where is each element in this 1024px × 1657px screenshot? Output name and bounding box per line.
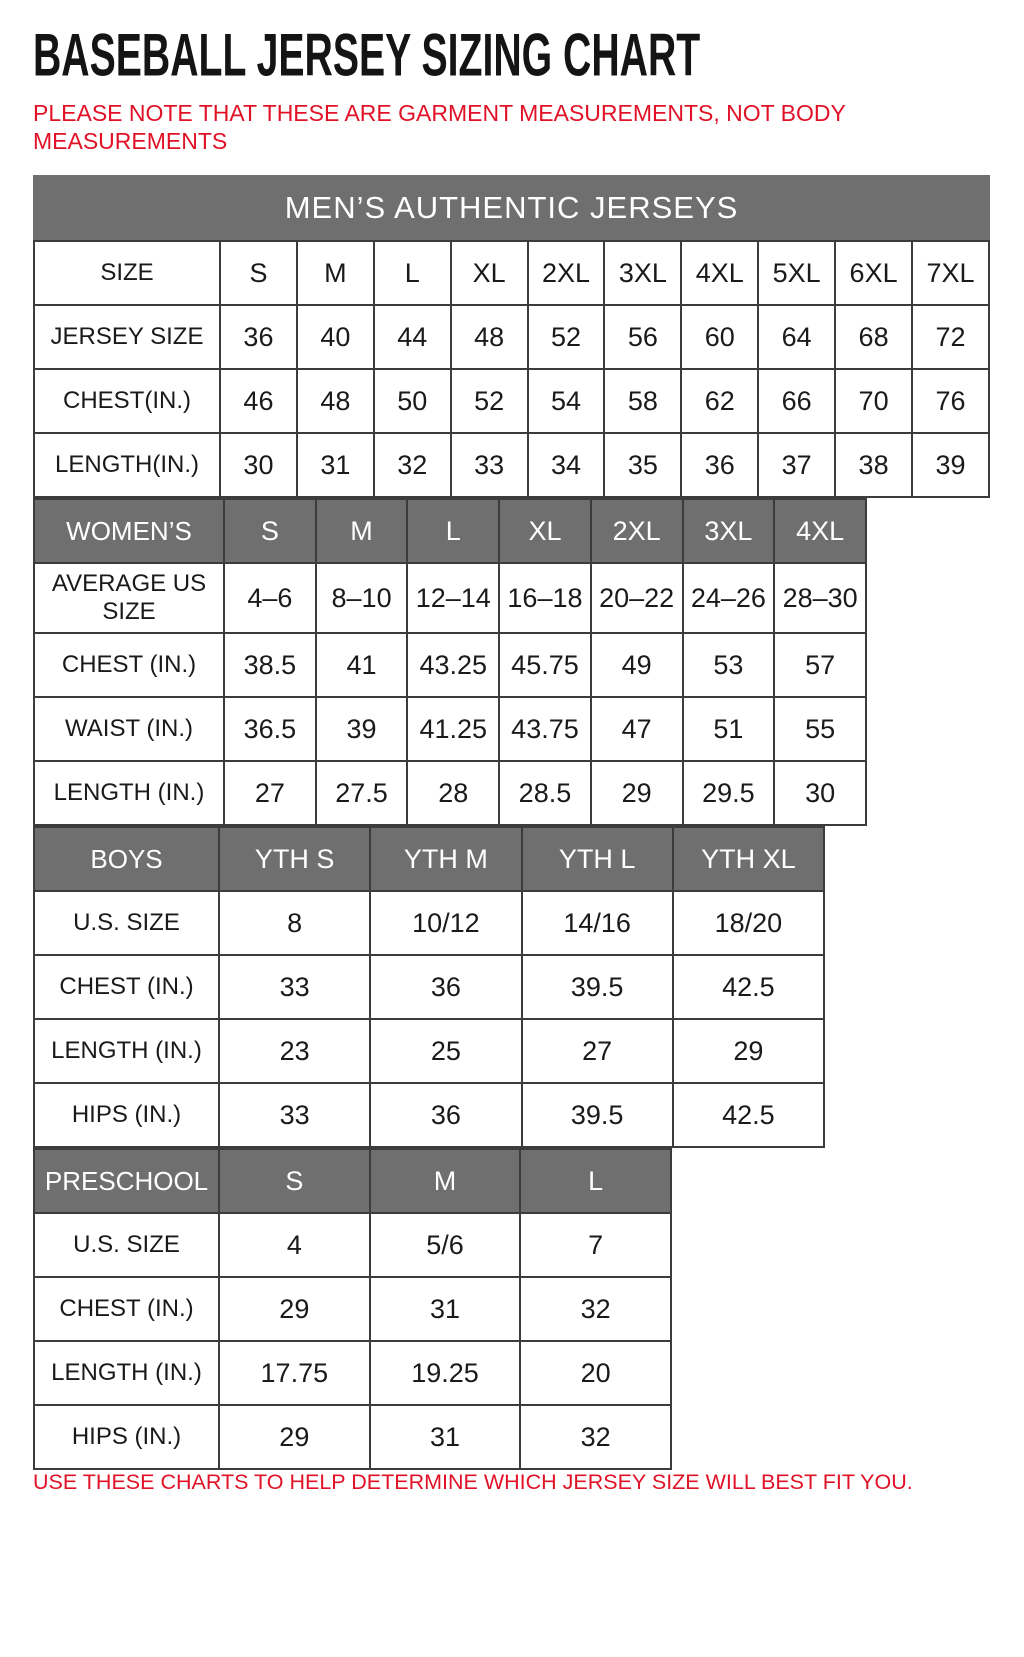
preschool-value-cell: 32 <box>520 1405 671 1469</box>
boys-value-cell: 29 <box>673 1019 824 1083</box>
mens-value-cell: 70 <box>835 369 912 433</box>
preschool-value-cell: 5/6 <box>370 1213 521 1277</box>
womens-value-cell: 29.5 <box>683 761 775 825</box>
table-row <box>34 241 989 305</box>
mens-value-cell: L <box>374 241 451 305</box>
boys-size-header-cell: YTH S <box>219 827 370 891</box>
sizing-chart-page <box>33 22 1024 1495</box>
mens-value-cell: 52 <box>451 369 528 433</box>
preschool-value-cell: 17.75 <box>219 1341 370 1405</box>
mens-value-cell: 46 <box>220 369 297 433</box>
mens-value-cell: 60 <box>681 305 758 369</box>
boys-size-header-cell: YTH L <box>522 827 673 891</box>
womens-row-label: CHEST (IN.) <box>34 633 224 697</box>
womens-value-cell: 27.5 <box>316 761 408 825</box>
mens-value-cell: 37 <box>758 433 835 497</box>
boys-value-cell: 33 <box>219 955 370 1019</box>
garment-measurements-note: PLEASE NOTE THAT THESE ARE GARMENT MEASUREMENTS, NOT BODY MEASUREMENTS <box>33 100 846 155</box>
mens-value-cell: 39 <box>912 433 989 497</box>
boys-sizing-table <box>33 826 825 1148</box>
boys-row-label: HIPS (IN.) <box>34 1083 219 1147</box>
preschool-value-cell: 20 <box>520 1341 671 1405</box>
womens-header-label: WOMEN’S <box>34 499 224 563</box>
mens-value-cell: S <box>220 241 297 305</box>
womens-row-label: AVERAGE US SIZE <box>34 563 224 633</box>
preschool-value-cell: 19.25 <box>370 1341 521 1405</box>
boys-value-cell: 14/16 <box>522 891 673 955</box>
mens-row-label: CHEST(IN.) <box>34 369 220 433</box>
mens-value-cell: 34 <box>528 433 605 497</box>
mens-value-cell: 38 <box>835 433 912 497</box>
mens-value-cell: 68 <box>835 305 912 369</box>
mens-value-cell: 36 <box>220 305 297 369</box>
mens-value-cell: 72 <box>912 305 989 369</box>
preschool-value-cell: 31 <box>370 1405 521 1469</box>
mens-value-cell: 44 <box>374 305 451 369</box>
womens-value-cell: 8–10 <box>316 563 408 633</box>
page-title: BASEBALL JERSEY SIZING CHART <box>33 20 701 89</box>
womens-value-cell: 27 <box>224 761 316 825</box>
boys-value-cell: 8 <box>219 891 370 955</box>
mens-value-cell: 40 <box>297 305 374 369</box>
boys-value-cell: 25 <box>370 1019 521 1083</box>
womens-value-cell: 43.25 <box>407 633 499 697</box>
womens-value-cell: 41 <box>316 633 408 697</box>
preschool-value-cell: 4 <box>219 1213 370 1277</box>
womens-value-cell: 41.25 <box>407 697 499 761</box>
preschool-header-label: PRESCHOOL <box>34 1149 219 1213</box>
mens-value-cell: 56 <box>604 305 681 369</box>
mens-value-cell: 54 <box>528 369 605 433</box>
mens-value-cell: 76 <box>912 369 989 433</box>
table-row <box>34 1341 671 1405</box>
mens-sizing-table <box>33 240 990 498</box>
womens-header-row <box>34 499 866 563</box>
womens-value-cell: 38.5 <box>224 633 316 697</box>
preschool-value-cell: 31 <box>370 1277 521 1341</box>
mens-row-label: LENGTH(IN.) <box>34 433 220 497</box>
boys-size-header-cell: YTH XL <box>673 827 824 891</box>
boys-value-cell: 27 <box>522 1019 673 1083</box>
mens-value-cell: 36 <box>681 433 758 497</box>
mens-value-cell: 48 <box>297 369 374 433</box>
mens-value-cell: 30 <box>220 433 297 497</box>
mens-table-banner: MEN’S AUTHENTIC JERSEYS <box>33 175 990 240</box>
table-row <box>34 433 989 497</box>
boys-value-cell: 39.5 <box>522 1083 673 1147</box>
womens-value-cell: 45.75 <box>499 633 591 697</box>
womens-size-header-cell: L <box>407 499 499 563</box>
table-row <box>34 305 989 369</box>
table-row <box>34 369 989 433</box>
womens-value-cell: 30 <box>774 761 866 825</box>
table-row <box>34 633 866 697</box>
preschool-row-label: LENGTH (IN.) <box>34 1341 219 1405</box>
boys-size-header-cell: YTH M <box>370 827 521 891</box>
mens-value-cell: 6XL <box>835 241 912 305</box>
womens-value-cell: 24–26 <box>683 563 775 633</box>
table-row <box>34 955 824 1019</box>
mens-value-cell: 52 <box>528 305 605 369</box>
table-row <box>34 1019 824 1083</box>
preschool-value-cell: 29 <box>219 1277 370 1341</box>
preschool-header-row <box>34 1149 671 1213</box>
preschool-size-header-cell: S <box>219 1149 370 1213</box>
preschool-size-header-cell: L <box>520 1149 671 1213</box>
mens-value-cell: XL <box>451 241 528 305</box>
womens-size-header-cell: 4XL <box>774 499 866 563</box>
womens-value-cell: 53 <box>683 633 775 697</box>
mens-value-cell: 32 <box>374 433 451 497</box>
boys-header-label: BOYS <box>34 827 219 891</box>
womens-value-cell: 55 <box>774 697 866 761</box>
mens-value-cell: 4XL <box>681 241 758 305</box>
mens-value-cell: 35 <box>604 433 681 497</box>
mens-value-cell: 62 <box>681 369 758 433</box>
mens-row-label: SIZE <box>34 241 220 305</box>
preschool-value-cell: 7 <box>520 1213 671 1277</box>
womens-value-cell: 47 <box>591 697 683 761</box>
womens-value-cell: 20–22 <box>591 563 683 633</box>
womens-sizing-table <box>33 498 867 826</box>
mens-value-cell: 33 <box>451 433 528 497</box>
womens-value-cell: 57 <box>774 633 866 697</box>
mens-value-cell: 58 <box>604 369 681 433</box>
mens-value-cell: 64 <box>758 305 835 369</box>
mens-value-cell: 66 <box>758 369 835 433</box>
womens-value-cell: 28 <box>407 761 499 825</box>
womens-value-cell: 12–14 <box>407 563 499 633</box>
boys-value-cell: 36 <box>370 955 521 1019</box>
table-row <box>34 761 866 825</box>
table-row <box>34 1083 824 1147</box>
boys-value-cell: 23 <box>219 1019 370 1083</box>
preschool-row-label: U.S. SIZE <box>34 1213 219 1277</box>
womens-row-label: WAIST (IN.) <box>34 697 224 761</box>
preschool-value-cell: 29 <box>219 1405 370 1469</box>
mens-value-cell: 31 <box>297 433 374 497</box>
womens-value-cell: 49 <box>591 633 683 697</box>
mens-value-cell: 50 <box>374 369 451 433</box>
womens-value-cell: 43.75 <box>499 697 591 761</box>
table-row <box>34 1277 671 1341</box>
table-row <box>34 697 866 761</box>
boys-value-cell: 33 <box>219 1083 370 1147</box>
womens-size-header-cell: M <box>316 499 408 563</box>
womens-size-header-cell: XL <box>499 499 591 563</box>
womens-value-cell: 29 <box>591 761 683 825</box>
boys-header-row <box>34 827 824 891</box>
preschool-row-label: HIPS (IN.) <box>34 1405 219 1469</box>
table-row <box>34 1405 671 1469</box>
womens-row-label: LENGTH (IN.) <box>34 761 224 825</box>
mens-value-cell: 7XL <box>912 241 989 305</box>
boys-row-label: CHEST (IN.) <box>34 955 219 1019</box>
womens-value-cell: 39 <box>316 697 408 761</box>
footer-advice-text: USE THESE CHARTS TO HELP DETERMINE WHICH JERSEY SIZE WILL BEST FIT YOU. <box>33 1470 913 1495</box>
preschool-sizing-table <box>33 1148 672 1470</box>
boys-value-cell: 42.5 <box>673 955 824 1019</box>
womens-size-header-cell: 3XL <box>683 499 775 563</box>
mens-row-label: JERSEY SIZE <box>34 305 220 369</box>
boys-value-cell: 36 <box>370 1083 521 1147</box>
mens-value-cell: 3XL <box>604 241 681 305</box>
preschool-value-cell: 32 <box>520 1277 671 1341</box>
boys-row-label: LENGTH (IN.) <box>34 1019 219 1083</box>
boys-value-cell: 42.5 <box>673 1083 824 1147</box>
womens-value-cell: 28.5 <box>499 761 591 825</box>
preschool-row-label: CHEST (IN.) <box>34 1277 219 1341</box>
boys-value-cell: 10/12 <box>370 891 521 955</box>
mens-value-cell: 48 <box>451 305 528 369</box>
boys-row-label: U.S. SIZE <box>34 891 219 955</box>
womens-value-cell: 28–30 <box>774 563 866 633</box>
preschool-size-header-cell: M <box>370 1149 521 1213</box>
mens-value-cell: 5XL <box>758 241 835 305</box>
womens-value-cell: 16–18 <box>499 563 591 633</box>
mens-value-cell: 2XL <box>528 241 605 305</box>
boys-value-cell: 18/20 <box>673 891 824 955</box>
mens-value-cell: M <box>297 241 374 305</box>
table-row <box>34 891 824 955</box>
womens-size-header-cell: S <box>224 499 316 563</box>
womens-value-cell: 51 <box>683 697 775 761</box>
womens-value-cell: 4–6 <box>224 563 316 633</box>
boys-value-cell: 39.5 <box>522 955 673 1019</box>
table-row <box>34 1213 671 1277</box>
table-row <box>34 563 866 633</box>
womens-size-header-cell: 2XL <box>591 499 683 563</box>
womens-value-cell: 36.5 <box>224 697 316 761</box>
